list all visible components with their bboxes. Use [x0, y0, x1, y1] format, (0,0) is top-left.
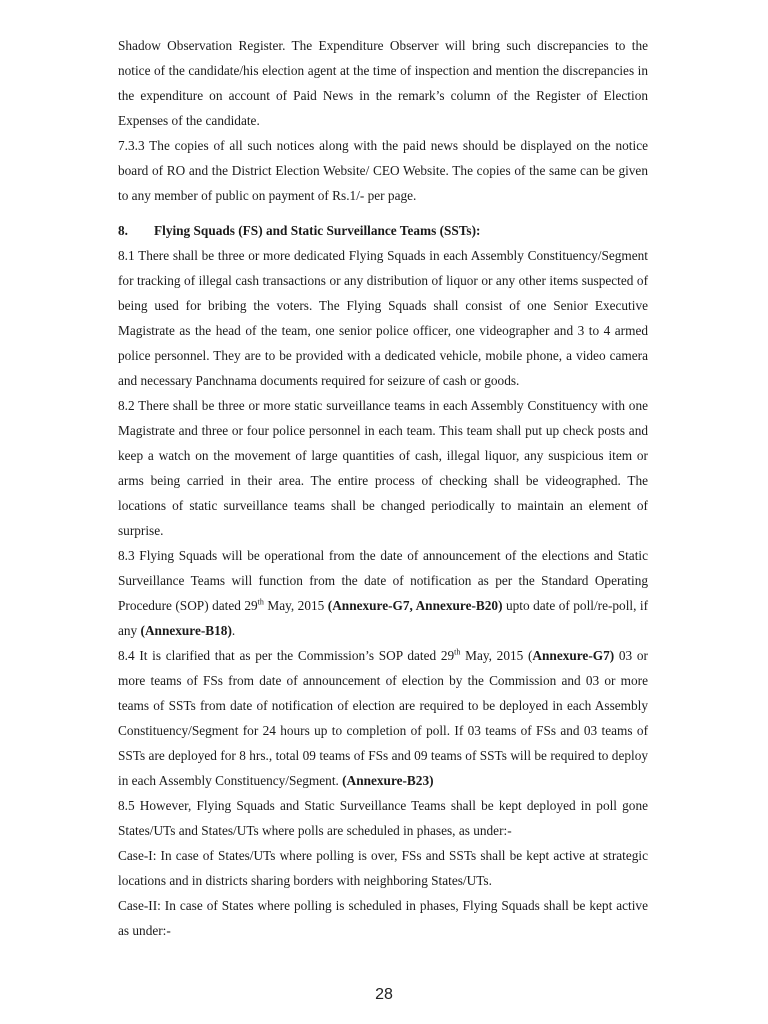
annexure-reference: (Annexure-G7, Annexure-B20): [327, 598, 503, 613]
paragraph-8-4: [118, 643, 648, 793]
paragraph-8-2: 8.2 There shall be three or more static surveillance teams in each Assembly Constituency with one Magistrate and three or four police personnel in each team. This team shall put up check posts and keep a watch on the movement of large quantities of cash, illegal liquor, any suspicious item or arms being carried in their area. The entire process of checking shall be videographed. The locations of static surveillance teams shall be changed periodically to maintain an element of surprise.: [118, 398, 648, 538]
superscript: th: [454, 647, 461, 657]
text-run: May, 2015 (: [460, 648, 533, 663]
text-run: 8.3 Flying Squads will be operational from the date of announcement of the elections and Static Surveillance Teams will function from the date of notification as per the Standard Operating Procedure (SOP) dated 29: [118, 548, 648, 613]
document-body: [118, 33, 648, 943]
text-run: .: [231, 623, 236, 638]
paragraph-8-3: [118, 543, 648, 643]
text-run: 8.4 It is clarified that as per the Commission’s SOP dated 29: [118, 648, 455, 663]
paragraph-7-3-3: 7.3.3 The copies of all such notices along with the paid news should be displayed on the notice board of RO and the District Election Website/ CEO Website. The copies of the same can be given to any member of public on payment of Rs.1/- per page.: [118, 138, 648, 203]
annexure-reference: (Annexure-B23): [342, 773, 434, 788]
superscript: th: [257, 597, 264, 607]
section-title: Flying Squads (FS) and Static Surveillance Teams (SSTs):: [154, 223, 481, 238]
section-heading-8: [118, 218, 648, 243]
paragraph-case-2: Case-II: In case of States where polling is scheduled in phases, Flying Squads shall be kept active as under:-: [118, 898, 648, 938]
page-number: 28: [375, 986, 393, 1003]
section-number: 8.: [118, 223, 128, 238]
text-run: 03 or more teams of FSs from date of announcement of election by the Commission and 03 or more teams of SSTs from date of notification of election are required to be deployed in each Assembly Constituency/Segment for 24 hours up to completion of poll. If 03 teams of FSs and 03 teams of SSTs are deployed for 8 hrs., total 09 teams of FSs and 09 teams of SSTs will be required to deploy in each Assembly Constituency/Segment.: [118, 648, 648, 788]
annexure-reference: (Annexure-B18): [140, 623, 232, 638]
paragraph-intro: Shadow Observation Register. The Expenditure Observer will bring such discrepancies to the notice of the candidate/his election agent at the time of inspection and mention the discrepancies in the expenditure on account of Paid News in the remark’s column of the Register of Election Expenses of the candidate.: [118, 38, 648, 128]
paragraph-8-1: 8.1 There shall be three or more dedicated Flying Squads in each Assembly Constituency/Segment for tracking of illegal cash transactions or any distribution of liquor or any other items suspected of being used for bribing the voters. The Flying Squads shall consist of one Senior Executive Magistrate as the head of the team, one senior police officer, one videographer and 3 to 4 armed police personnel. They are to be provided with a dedicated vehicle, mobile phone, a video camera and necessary Panchnama documents required for seizure of cash or goods.: [118, 248, 648, 388]
paragraph-case-1: Case-I: In case of States/UTs where polling is over, FSs and SSTs shall be kept active at strategic locations and in districts sharing borders with neighboring States/UTs.: [118, 848, 648, 888]
paragraph-8-5: 8.5 However, Flying Squads and Static Surveillance Teams shall be kept deployed in poll gone States/UTs and States/UTs where polls are scheduled in phases, as under:-: [118, 798, 648, 838]
text-run: May, 2015: [263, 598, 328, 613]
text-run: upto date of poll/re-poll, if any: [118, 598, 649, 638]
annexure-reference: Annexure-G7): [532, 648, 615, 663]
